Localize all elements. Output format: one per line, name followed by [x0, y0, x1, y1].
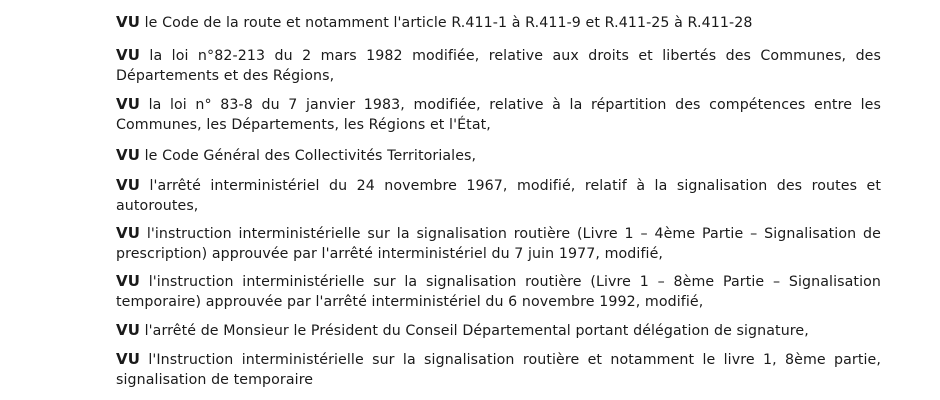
- vu-paragraph-instruction-8eme: [116, 272, 881, 312]
- vu-paragraph-cgct: [116, 146, 881, 167]
- document-page: [116, 0, 881, 400]
- vu-keyword: VU: [116, 146, 140, 164]
- vu-paragraph-delegation: [116, 321, 881, 342]
- vu-paragraph-arrete-1967: [116, 176, 881, 216]
- vu-keyword: VU: [116, 224, 140, 242]
- vu-keyword: VU: [116, 13, 140, 31]
- vu-paragraph-loi-83-8: [116, 95, 881, 135]
- vu-keyword: VU: [116, 95, 140, 113]
- vu-keyword: VU: [116, 46, 140, 64]
- paragraph-text: l'arrêté de Monsieur le Président du Conseil Départemental portant délégation de signature,: [144, 323, 809, 339]
- vu-paragraph-instruction-livre1: [116, 350, 881, 390]
- paragraph-text: l'instruction interministérielle sur la signalisation routière (Livre 1 – 4ème Partie – Signalisation de prescription) approuvée par l'arrêté interministériel du 7 juin 1977, modifié,: [116, 226, 881, 262]
- paragraph-text: l'Instruction interministérielle sur la signalisation routière et notamment le livre 1, 8ème partie, signalisation de temporaire: [116, 352, 881, 388]
- paragraph-text: la loi n°82-213 du 2 mars 1982 modifiée, relative aux droits et libertés des Communes, des Départements et des Régions,: [116, 48, 881, 84]
- paragraph-text: la loi n° 83-8 du 7 janvier 1983, modifiée, relative à la répartition des compétences entre les Communes, les Départements, les Régions et l'État,: [116, 97, 881, 133]
- paragraph-text: le Code Général des Collectivités Territoriales,: [144, 148, 477, 164]
- vu-paragraph-code-route: [116, 13, 881, 34]
- vu-paragraph-loi-82-213: [116, 46, 881, 86]
- paragraph-text: l'instruction interministérielle sur la signalisation routière (Livre 1 – 8ème Partie – Signalisation temporaire) approuvée par l'arrêté interministériel du 6 novembre 1992, modifié,: [116, 274, 881, 310]
- vu-paragraph-instruction-4eme: [116, 224, 881, 264]
- paragraph-text: l'arrêté interministériel du 24 novembre 1967, modifié, relatif à la signalisation des routes et autoroutes,: [116, 178, 881, 214]
- vu-keyword: VU: [116, 272, 140, 290]
- vu-keyword: VU: [116, 321, 140, 339]
- vu-keyword: VU: [116, 176, 140, 194]
- vu-keyword: VU: [116, 350, 140, 368]
- paragraph-text: le Code de la route et notamment l'article R.411-1 à R.411-9 et R.411-25 à R.411-28: [144, 15, 753, 31]
